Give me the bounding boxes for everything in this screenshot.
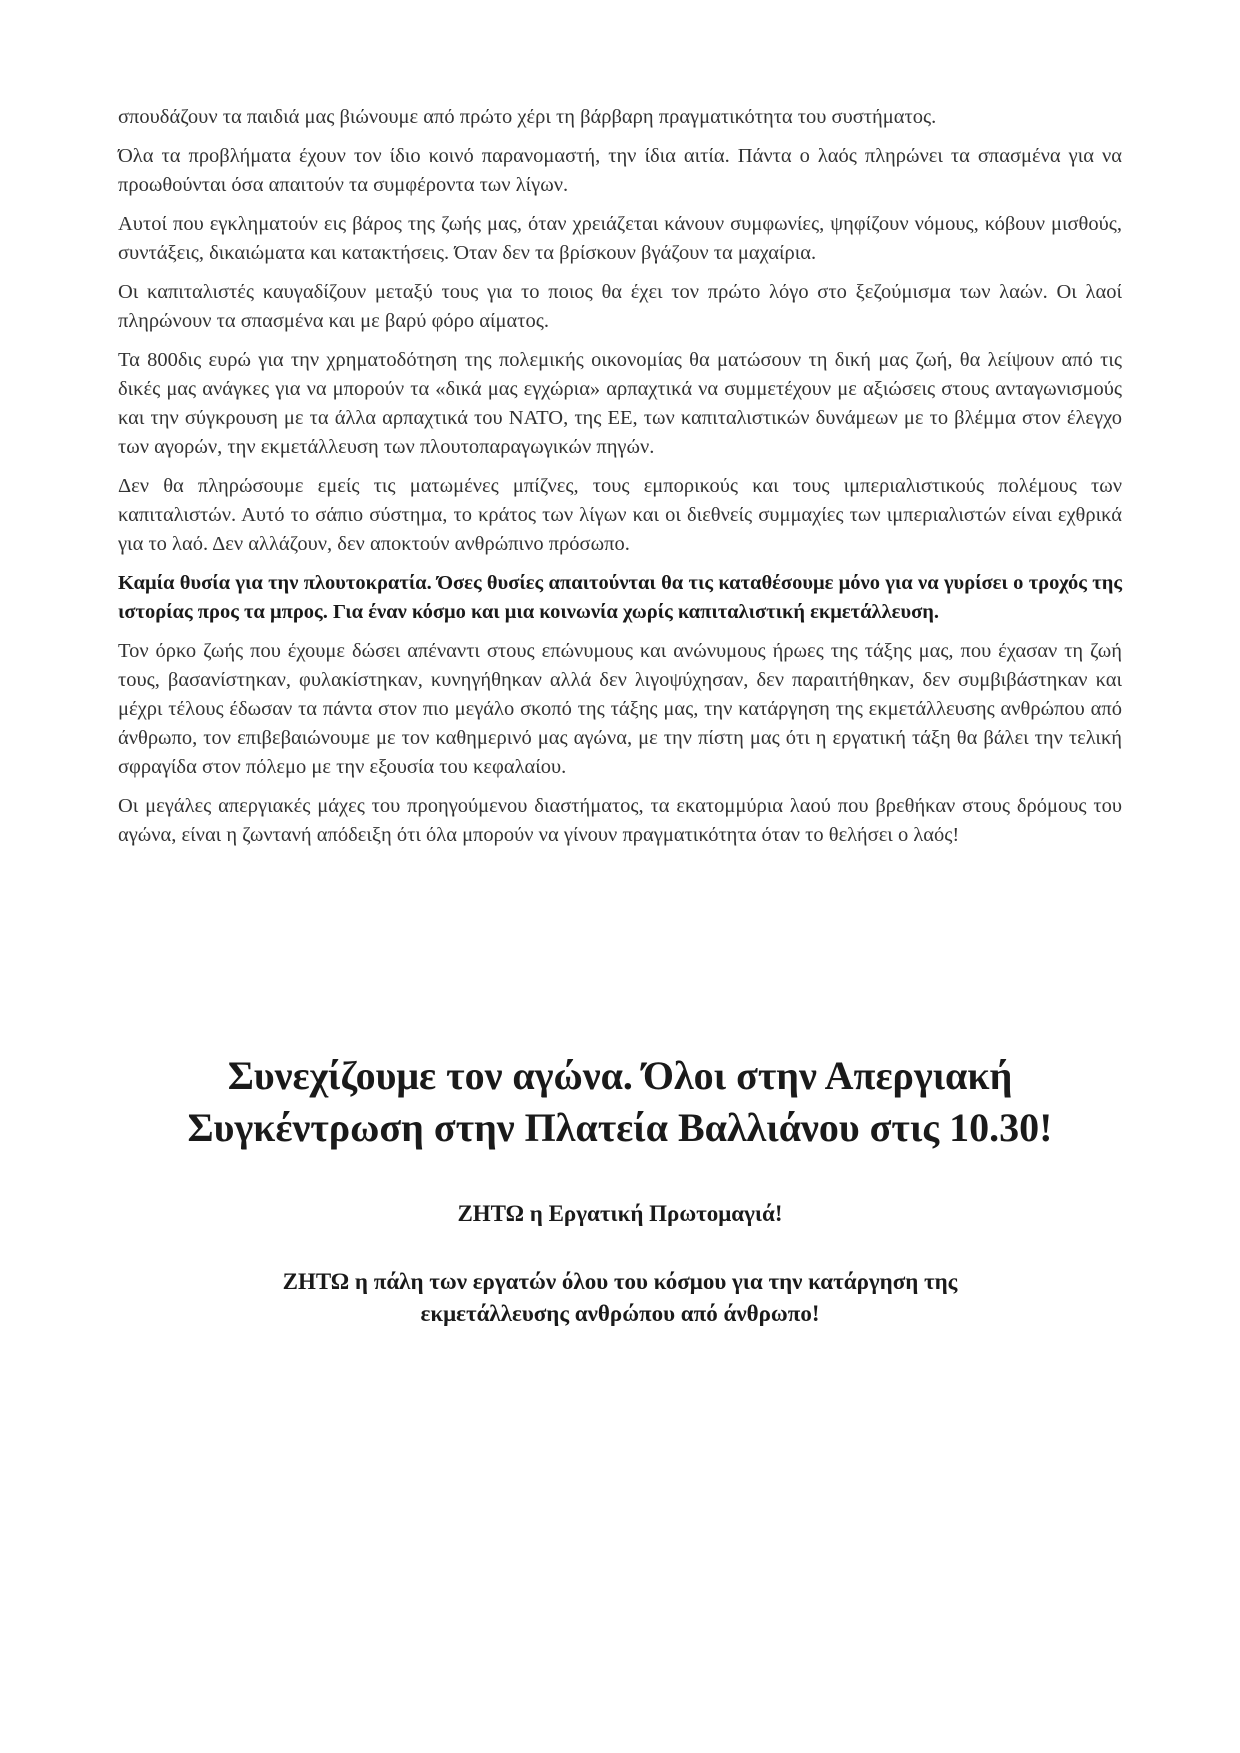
paragraph-8: Τον όρκο ζωής που έχουμε δώσει απέναντι στους επώνυμους και ανώνυμους ήρωες της τάξης μας, που έχασαν τη ζωή τους, βασανίστηκαν, φυλακίστηκαν, κυνηγήθηκαν αλλά δεν λιγοψύχησαν, δεν παραιτήθηκαν, δεν συμβιβάστηκαν και μέχρι τέλους έδωσαν τα πάντα στον πιο μεγάλο σκοπό της τάξης μας, την κατάργηση της εκμετάλλευσης ανθρώπου από άνθρωπο, τον επιβεβαιώνουμε με τον καθημερινό μας αγώνα, με την πίστη μας ότι η εργατική τάξη θα βάλει την τελική σφραγίδα στον πόλεμο με την εξουσία του κεφαλαίου.: [118, 640, 1122, 778]
headline-line-2: Συγκέντρωση στην Πλατεία Βαλλιάνου στις 10.30!: [187, 1105, 1053, 1150]
paragraph-5: Τα 800δις ευρώ για την χρηματοδότηση της πολεμικής οικονομίας θα ματώσουν τη δική μας ζωή, θα λείψουν από τις δικές μας ανάγκες για να μπορούν τα «δικά μας εγχώρια» αρπαχτικά να συμμετέχουν με αξιώσεις στους ανταγωνισμούς και την σύγκρουση με τα άλλα αρπαχτικά του ΝΑΤΟ, της ΕΕ, των καπιταλιστικών δυνάμεων με το βλέμμα στον έλεγχο των αγορών, την εκμετάλλευση των πλουτοπαραγωγικών πηγών.: [118, 349, 1122, 458]
paragraph-2: Όλα τα προβλήματα έχουν τον ίδιο κοινό παρανομαστή, την ίδια αιτία. Πάντα ο λαός πληρώνει τα σπασμένα για να προωθούνται όσα απαιτούν τα συμφέροντα των λίγων.: [118, 145, 1122, 196]
paragraph-4: Οι καπιταλιστές καυγαδίζουν μεταξύ τους για το ποιος θα έχει τον πρώτο λόγο στο ξεζούμισμα των λαών. Οι λαοί πληρώνουν τα σπασμένα και με βαρύ φόρο αίματος.: [118, 281, 1122, 332]
body-text: [118, 103, 1122, 860]
slogan-workers-line-1: ΖΗΤΩ η πάλη των εργατών όλου του κόσμου για την κατάργηση της: [282, 1269, 958, 1294]
paragraph-9: Οι μεγάλες απεργιακές μάχες του προηγούμενου διαστήματος, τα εκατομμύρια λαού που βρεθήκαν στους δρόμους του αγώνα, είναι η ζωντανή απόδειξη ότι όλα μπορούν να γίνουν πραγματικότητα όταν το θελήσει ο λαός!: [118, 795, 1122, 846]
slogan-workers-line-2: εκμετάλλευσης ανθρώπου από άνθρωπο!: [420, 1301, 820, 1326]
slogan-workers-struggle: [118, 1266, 1122, 1330]
headline: [118, 1050, 1122, 1154]
headline-line-1: Συνεχίζουμε τον αγώνα. Όλοι στην Απεργιακή: [227, 1053, 1013, 1098]
paragraph-3: Αυτοί που εγκληματούν εις βάρος της ζωής μας, όταν χρειάζεται κάνουν συμφωνίες, ψηφίζουν νόμους, κόβουν μισθούς, συντάξεις, δικαιώματα και κατακτήσεις. Όταν δεν τα βρίσκουν βγάζουν τα μαχαίρια.: [118, 213, 1122, 264]
slogan-may-day: ΖΗΤΩ η Εργατική Πρωτομαγιά!: [457, 1201, 783, 1226]
paragraph-1: σπουδάζουν τα παιδιά μας βιώνουμε από πρώτο χέρι τη βάρβαρη πραγματικότητα του συστήματος.: [118, 106, 937, 128]
paragraph-7-bold: Καμία θυσία για την πλουτοκρατία. Όσες θυσίες απαιτούνται θα τις καταθέσουμε μόνο για να γυρίσει ο τροχός της ιστορίας προς τα μπρος. Για έναν κόσμο και μια κοινωνία χωρίς καπιταλιστική εκμετάλλευση.: [118, 572, 1122, 623]
paragraph-6: Δεν θα πληρώσουμε εμείς τις ματωμένες μπίζνες, τους εμπορικούς και τους ιμπεριαλιστικούς πολέμους των καπιταλιστών. Αυτό το σάπιο σύστημα, το κράτος των λίγων και οι διεθνείς συμμαχίες των ιμπεριαλιστών είναι εχθρικά για το λαό. Δεν αλλάζουν, δεν αποκτούν ανθρώπινο πρόσωπο.: [118, 475, 1122, 555]
closing-section: [118, 1050, 1122, 1330]
